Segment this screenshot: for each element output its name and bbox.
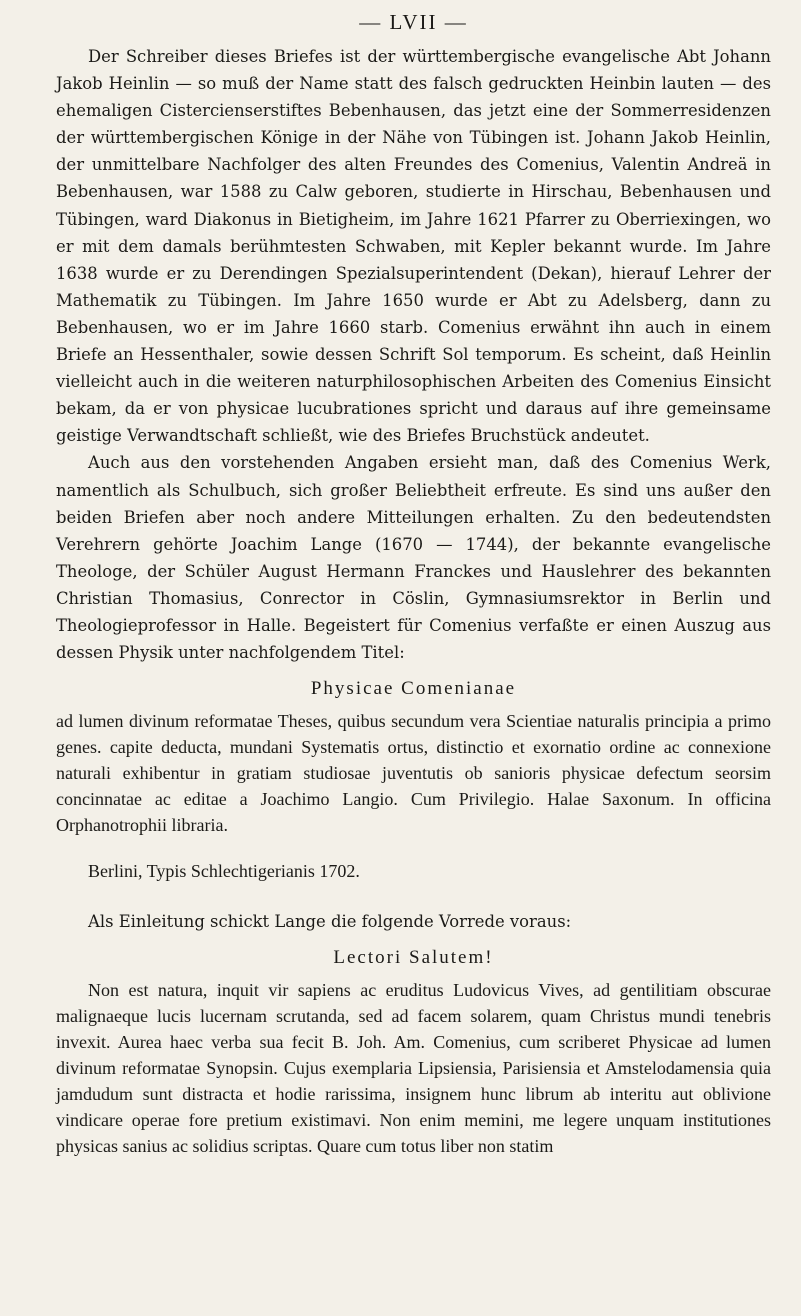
imprint-line: Berlini, Typis Schlechtigerianis 1702. — [88, 861, 360, 882]
paragraph-introduction: Als Einleitung schickt Lange die folgende Vorrede voraus: — [88, 912, 572, 932]
latin-title-description: ad lumen divinum reformatae Theses, quibus secundum vera Scientiae naturalis principia a primo genes. capite deducta, mundani Systematis ortus, distinctio et exornatio ordine ac connexione naturali exhibentur in gratiam studiosae juventutis ob sanioris physicae defectum seorsim concinnatae ac editae a Joachimo Langio. Cum Privilegio. Halae Saxonum. In officina Orphanotrophii libraria. — [56, 711, 771, 836]
latin-preface-text: Non est natura, inquit vir sapiens ac eruditus Ludovicus Vives, ad gentilitiam obscurae malignaeque lucis lucernam scrutanda, sed ad facem solarem, quam Christus mundi tenebris invexit. Aurea haec verba sua fecit B. Joh. Am. Comenius, cum scriberet Physicae ad lumen divinum reformatae Synopsin. Cujus exemplaria Lipsiensia, Parisiensia et Amstelodamensia quia jamdudum sunt distracta et hodie rarissima, insignem hunc librum ab interitu aut oblivione vindicare operae fore pretium existimavi. Non enim memini, me legere unquam institutiones physicas sanius ac solidius scriptas. Quare cum totus liber non statim — [56, 980, 771, 1157]
salutation-heading: Lectori Salutem! — [333, 947, 494, 969]
paragraph-lange: Auch aus den vorstehenden Angaben ersieht man, daß des Comenius Werk, namentlich als Schulbuch, sich großer Beliebtheit erfreute. Es sind uns außer den beiden Briefen aber noch andere Mitteilungen erhalten. Zu den bedeutendsten Verehrern gehörte Joachim Lange (1670 — 1744), der bekannte evangelische Theologe, der Schüler August Hermann Franckes und Hauslehrer des bekannten Christian Thomasius, Conrector in Cöslin, Gymnasiumsrektor in Berlin und Theologieprofessor in Halle. Begeistert für Comenius verfaßte er einen Auszug aus dessen Physik unter nachfolgendem Titel: — [56, 453, 771, 663]
paragraph-heinlin: Der Schreiber dieses Briefes ist der württembergische evangelische Abt Johann Jakob Heinlin — so muß der Name statt des falsch gedruckten Heinbin lauten — des ehemaligen Cistercienserstiftes Bebenhausen, das jetzt eine der Sommerresidenzen der württembergischen Könige in der Nähe von Tübingen ist. Johann Jakob Heinlin, der unmittelbare Nachfolger des alten Freundes des Comenius, Valentin Andreä in Bebenhausen, war 1588 zu Calw geboren, studierte in Hirschau, Bebenhausen und Tübingen, ward Diakonus in Bietigheim, im Jahre 1621 Pfarrer zu Oberriexingen, wo er mit dem damals berühmtesten Schwaben, mit Kepler bekannt wurde. Im Jahre 1638 wurde er zu Derendingen Spezialsuperintendent (Dekan), hierauf Lehrer der Mathematik zu Tübingen. Im Jahre 1650 wurde er Abt zu Adelsberg, dann zu Bebenhausen, wo er im Jahre 1660 starb. Comenius erwähnt ihn auch in einem Briefe an Hessenthaler, sowie dessen Schrift Sol temporum. Es scheint, daß Heinlin vielleicht auch in die weiteren naturphilosophischen Arbeiten des Comenius Einsicht bekam, da er von physicae lucubrationes spricht und daraus auf ihre gemeinsame geistige Verwandtschaft schließt, wie des Briefes Bruchstück andeutet. — [56, 47, 771, 446]
page-number: — LVII — — [359, 10, 468, 34]
book-title: Physicae Comenianae — [310, 678, 517, 700]
